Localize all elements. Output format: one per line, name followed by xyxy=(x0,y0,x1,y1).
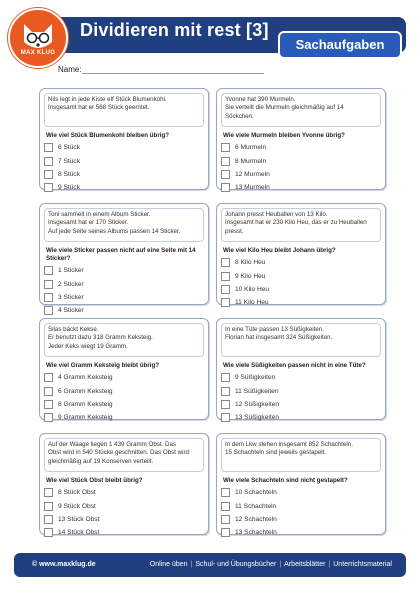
answer-option[interactable] xyxy=(44,398,204,411)
exercise-card xyxy=(216,433,386,535)
story-line: Jeder Keks wiegt 19 Gramm. xyxy=(48,342,128,350)
answer-option[interactable] xyxy=(44,499,204,512)
answer-options xyxy=(44,486,204,540)
answer-option[interactable] xyxy=(221,411,381,424)
answer-option[interactable] xyxy=(221,526,381,539)
answer-option[interactable] xyxy=(221,141,381,154)
exercise-card xyxy=(216,203,386,305)
answer-checkbox[interactable] xyxy=(221,258,230,267)
footer-links xyxy=(150,561,392,568)
answer-label: 10 Kilo Heu xyxy=(235,285,270,293)
story-line: Sie verteilt die Murmeln gleichmäßig auf 14 xyxy=(225,104,344,112)
answer-label: 9 Stück Obst xyxy=(58,502,96,510)
answer-checkbox[interactable] xyxy=(44,293,53,302)
exercise-card xyxy=(216,88,386,190)
answer-checkbox[interactable] xyxy=(44,502,53,511)
story-line: gleichmäßig auf 19 Konserven verteilt. xyxy=(48,457,154,465)
story-box xyxy=(44,93,204,127)
name-field-line[interactable] xyxy=(82,73,264,74)
footer-link-books[interactable]: Schul- und Übungsbücher xyxy=(195,561,277,568)
answer-label: 14 Stück Obst xyxy=(58,529,100,537)
exercise-card xyxy=(39,203,209,315)
question-text: Wie viel Stück Obst bleibt übrig? xyxy=(46,477,143,484)
answer-checkbox[interactable] xyxy=(221,400,230,409)
answer-option[interactable] xyxy=(221,513,381,526)
story-line: Obst wird in 540 Stücke geschnitten. Das Obst wird xyxy=(48,449,190,457)
answer-label: 8 Kilo Heu xyxy=(235,259,266,267)
answer-options xyxy=(44,264,204,318)
answer-options xyxy=(221,486,381,540)
answer-options xyxy=(221,256,381,310)
answer-checkbox[interactable] xyxy=(221,488,230,497)
footer-link-material[interactable]: Unterrichtsmaterial xyxy=(333,561,392,568)
footer-copyright[interactable]: © www.maxklug.de xyxy=(32,561,96,568)
answer-option[interactable] xyxy=(44,486,204,499)
answer-label: 12 Murmeln xyxy=(235,170,270,178)
answer-checkbox[interactable] xyxy=(221,157,230,166)
answer-label: 1 Sticker xyxy=(58,267,84,275)
answer-label: 12 Süßigkeiten xyxy=(235,400,279,408)
answer-label: 13 Süßigkeiten xyxy=(235,414,279,422)
answer-label: 6 Murmeln xyxy=(235,144,267,152)
answer-option[interactable] xyxy=(221,269,381,282)
answer-checkbox[interactable] xyxy=(221,528,230,537)
question-text: Wie viel Gramm Keksteig bleibt übrig? xyxy=(46,362,160,369)
answer-checkbox[interactable] xyxy=(44,400,53,409)
question-text: Wie viele Sticker passen nicht auf eine Seite mit 14 Sticker? xyxy=(46,247,196,262)
answer-checkbox[interactable] xyxy=(221,515,230,524)
story-line: Auf jede Seite seines Albums passen 14 Sticker. xyxy=(48,227,181,235)
answer-option[interactable] xyxy=(221,168,381,181)
answer-option[interactable] xyxy=(221,398,381,411)
answer-label: 10 Schachteln xyxy=(235,489,277,497)
answer-checkbox[interactable] xyxy=(221,170,230,179)
exercise-card xyxy=(39,88,209,190)
answer-checkbox[interactable] xyxy=(44,488,53,497)
answer-label: 11 Kilo Heu xyxy=(235,299,269,307)
answer-checkbox[interactable] xyxy=(221,373,230,382)
story-line: 15 Schachteln sind jeweils gestapelt. xyxy=(225,449,327,457)
story-line: Yvonne hat 390 Murmeln. xyxy=(225,96,296,103)
answer-option[interactable] xyxy=(221,154,381,167)
story-box xyxy=(44,438,204,472)
footer-bar xyxy=(14,553,406,577)
answer-option[interactable] xyxy=(221,486,381,499)
answer-label: 8 Stück Obst xyxy=(58,489,96,497)
answer-option[interactable] xyxy=(221,181,381,194)
answer-checkbox[interactable] xyxy=(221,183,230,192)
story-line: Silas bäckt Kekse. xyxy=(48,326,99,333)
answer-options xyxy=(221,141,381,195)
answer-option[interactable] xyxy=(44,181,204,194)
answer-label: 9 Süßigkeiten xyxy=(235,374,276,382)
answer-checkbox[interactable] xyxy=(44,373,53,382)
answer-checkbox[interactable] xyxy=(221,272,230,281)
story-line: Nils legt in jede Kiste elf Stück Blumenkohl. xyxy=(48,96,167,103)
answer-label: 13 Murmeln xyxy=(235,184,270,192)
story-box xyxy=(221,438,381,472)
answer-label: 9 Gramm Keksteig xyxy=(58,414,113,422)
page-title: Dividieren mit rest [3] xyxy=(80,20,269,40)
story-line: Auf der Waage liegen 1 439 Gramm Obst. Das xyxy=(48,441,177,448)
answer-option[interactable] xyxy=(221,499,381,512)
answer-option[interactable] xyxy=(221,371,381,384)
answer-label: 11 Süßigkeiten xyxy=(235,387,279,395)
answer-option[interactable] xyxy=(221,296,381,309)
answer-checkbox[interactable] xyxy=(44,280,53,289)
category-badge: Sachaufgaben xyxy=(278,31,402,59)
answer-label: 4 Sticker xyxy=(58,307,84,315)
answer-options xyxy=(44,141,204,195)
answer-checkbox[interactable] xyxy=(44,528,53,537)
story-line: Söckchen. xyxy=(225,112,254,120)
name-label: Name: xyxy=(58,65,82,74)
fox-face-icon xyxy=(10,10,66,66)
answer-option[interactable] xyxy=(221,283,381,296)
story-line: In eine Tüte passen 13 Süßigkeiten. xyxy=(225,326,324,333)
question-text: Wie viele Süßigkeiten passen nicht in eine Tüte? xyxy=(223,362,366,369)
story-box xyxy=(221,93,381,127)
answer-label: 7 Stück xyxy=(58,157,80,165)
answer-label: 11 Schachteln xyxy=(235,502,277,510)
answer-label: 8 Stück xyxy=(58,170,80,178)
story-line: Insgesamt hat er 230 Kilo Heu, das er zu Heuballen xyxy=(225,219,367,227)
answer-option[interactable] xyxy=(44,411,204,424)
max-klug-logo xyxy=(8,8,68,68)
question-text: Wie viele Murmeln bleiben Yvonne übrig? xyxy=(223,132,345,139)
answer-label: 2 Sticker xyxy=(58,280,84,288)
answer-option[interactable] xyxy=(44,168,204,181)
story-line: Er benutzt dazu 318 Gramm Keksteig. xyxy=(48,334,153,342)
footer-separator: | xyxy=(190,561,193,568)
answer-checkbox[interactable] xyxy=(44,413,53,422)
answer-option[interactable] xyxy=(44,513,204,526)
story-line: Insgesamt hat er 568 Stück geerntet. xyxy=(48,104,150,112)
answer-checkbox[interactable] xyxy=(221,143,230,152)
answer-label: 6 Stück xyxy=(58,144,80,152)
answer-checkbox[interactable] xyxy=(44,170,53,179)
answer-option[interactable] xyxy=(44,264,204,277)
exercise-card xyxy=(39,433,209,535)
footer-link-online[interactable]: Online üben xyxy=(149,561,188,568)
story-line: presst. xyxy=(225,227,244,235)
answer-label: 3 Sticker xyxy=(58,293,84,301)
answer-option[interactable] xyxy=(44,291,204,304)
answer-option[interactable] xyxy=(221,256,381,269)
exercise-card xyxy=(39,318,209,420)
answer-option[interactable] xyxy=(44,304,204,317)
story-box xyxy=(221,208,381,242)
answer-checkbox[interactable] xyxy=(221,413,230,422)
question-text: Wie viele Schachteln sind nicht gestapelt? xyxy=(223,477,348,484)
footer-separator: | xyxy=(328,561,331,568)
story-box xyxy=(44,323,204,357)
answer-checkbox[interactable] xyxy=(221,502,230,511)
answer-checkbox[interactable] xyxy=(44,157,53,166)
answer-option[interactable] xyxy=(44,371,204,384)
footer-link-worksheets[interactable]: Arbeitsblätter xyxy=(284,561,326,568)
answer-checkbox[interactable] xyxy=(44,306,53,315)
footer-separator: | xyxy=(279,561,282,568)
story-line: Florian hat insgesamt 324 Süßigkeiten. xyxy=(225,334,333,342)
answer-option[interactable] xyxy=(44,154,204,167)
answer-option[interactable] xyxy=(44,277,204,290)
answer-label: 8 Murmeln xyxy=(235,157,267,165)
answer-options xyxy=(221,371,381,425)
answer-label: 9 Stück xyxy=(58,184,80,192)
question-text: Wie viel Kilo Heu bleibt Johann übrig? xyxy=(223,247,336,254)
answer-label: 13 Stück Obst xyxy=(58,515,100,523)
answer-label: 6 Gramm Keksteig xyxy=(58,387,113,395)
exercise-card xyxy=(216,318,386,420)
answer-checkbox[interactable] xyxy=(44,266,53,275)
story-line: Insgesamt hat er 170 Sticker. xyxy=(48,219,129,227)
answer-label: 9 Kilo Heu xyxy=(235,272,266,280)
story-line: Johann presst Heuballen von 13 Kilo. xyxy=(225,211,328,218)
answer-checkbox[interactable] xyxy=(221,387,230,396)
answer-option[interactable] xyxy=(44,526,204,539)
answer-label: 12 Schachteln xyxy=(235,515,277,523)
answer-label: 13 Schachteln xyxy=(235,529,277,537)
story-box xyxy=(44,208,204,242)
answer-option[interactable] xyxy=(44,141,204,154)
story-line: In dem Lkw stehen insgesamt 852 Schachteln. xyxy=(225,441,353,448)
answer-option[interactable] xyxy=(44,384,204,397)
answer-option[interactable] xyxy=(221,384,381,397)
answer-options xyxy=(44,371,204,425)
answer-checkbox[interactable] xyxy=(44,515,53,524)
question-text: Wie viel Stück Blumenkohl bleiben übrig? xyxy=(46,132,170,139)
answer-label: 8 Gramm Keksteig xyxy=(58,400,113,408)
story-box xyxy=(221,323,381,357)
logo-text: MAX KLUG xyxy=(20,50,56,56)
story-line: Toni sammelt in einem Album Sticker. xyxy=(48,211,151,218)
answer-checkbox[interactable] xyxy=(44,183,53,192)
answer-checkbox[interactable] xyxy=(221,285,230,294)
answer-label: 4 Gramm Keksteig xyxy=(58,374,113,382)
answer-checkbox[interactable] xyxy=(44,387,53,396)
answer-checkbox[interactable] xyxy=(44,143,53,152)
answer-checkbox[interactable] xyxy=(221,298,230,307)
